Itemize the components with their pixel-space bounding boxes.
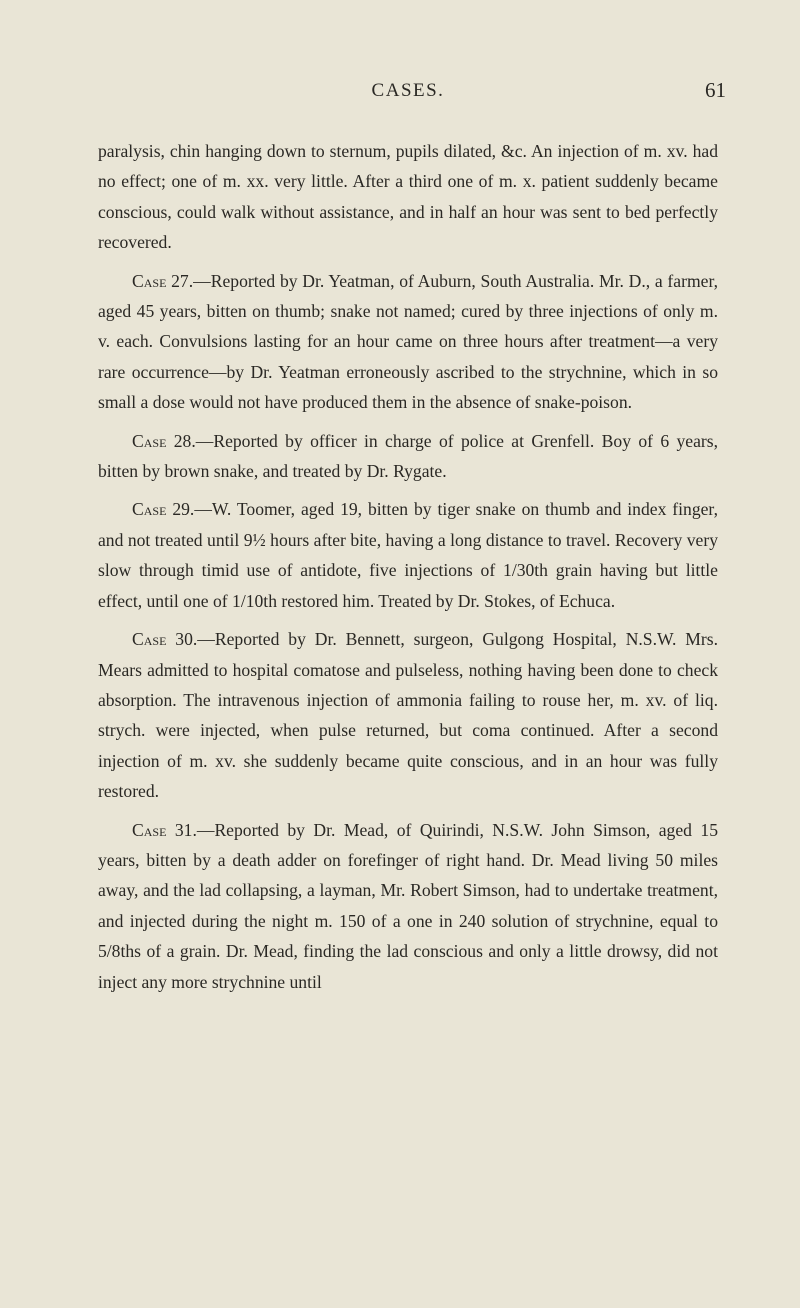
- page-number: 61: [705, 78, 726, 102]
- paragraph-text: —Reported by officer in charge of police at Grenfell. Boy of 6 years, bitten by brown snake, and treated by Dr. Rygate.: [98, 430, 719, 482]
- case-heading: Case 31.: [132, 819, 197, 840]
- case-heading: Case 27.: [132, 270, 194, 291]
- paragraph-text: paralysis, chin hanging down to sternum, pupils dilated, &c. An injection of m. xv. had no effect; one of m. xx. very little. After a third one of m. x. patient suddenly became conscious, could walk without assistance, and in half an hour was sent to bed perfectly recovered.: [98, 141, 718, 253]
- body-text: [98, 136, 718, 997]
- paragraph-text: —W. Toomer, aged 19, bitten by tiger snake on thumb and index finger, and not treated until 9½ hours after bite, having a long distance to travel. Recovery very slow through timid use of antidote, five injections of 1/30th grain having but little effect, until one of 1/10th restored him. Treated by Dr. Stokes, of Echuca.: [98, 499, 718, 611]
- running-head: [98, 78, 726, 108]
- case-29-paragraph: [98, 494, 718, 616]
- case-31-paragraph: [98, 815, 718, 997]
- paragraph-text: —Reported by Dr. Yeatman, of Auburn, South Australia. Mr. D., a farmer, aged 45 years, bitten on thumb; snake not named; cured by three injections of only m. v. each. Convulsions lasting for an hour came on three hours after treatment—a very rare occurrence—by Dr. Yeatman erroneously ascribed to the strychnine, which in so small a dose would not have produced them in the absence of snake-poison.: [98, 270, 719, 413]
- case-heading: Case 30.: [132, 629, 198, 650]
- case-28-paragraph: [98, 426, 718, 487]
- paragraph-text: —Reported by Dr. Bennett, surgeon, Gulgong Hospital, N.S.W. Mrs. Mears admitted to hospital comatose and pulseless, nothing having been done to check absorption. The intravenous injection of ammonia failing to rouse her, m. xv. of liq. strych. were injected, when pulse returned, but coma continued. After a second injection of m. xv. she suddenly became quite conscious, and in an hour was fully restored.: [98, 629, 719, 802]
- paragraph-text: —Reported by Dr. Mead, of Quirindi, N.S.W. John Simson, aged 15 years, bitten by a death adder on forefinger of right hand. Dr. Mead living 50 miles away, and the lad collapsing, a layman, Mr. Robert Simson, had to undertake treatment, and injected during the night m. 150 of a one in 240 solution of strychnine, equal to 5/8ths of a grain. Dr. Mead, finding the lad conscious and only a little drowsy, did not inject any more strychnine until: [98, 819, 718, 992]
- case-heading: Case 29.: [132, 499, 195, 520]
- case-heading: Case 28.: [132, 430, 196, 451]
- case-27-paragraph: [98, 266, 718, 418]
- paragraph-continuation: [98, 136, 718, 258]
- running-title: CASES.: [371, 80, 445, 101]
- case-30-paragraph: [98, 624, 718, 806]
